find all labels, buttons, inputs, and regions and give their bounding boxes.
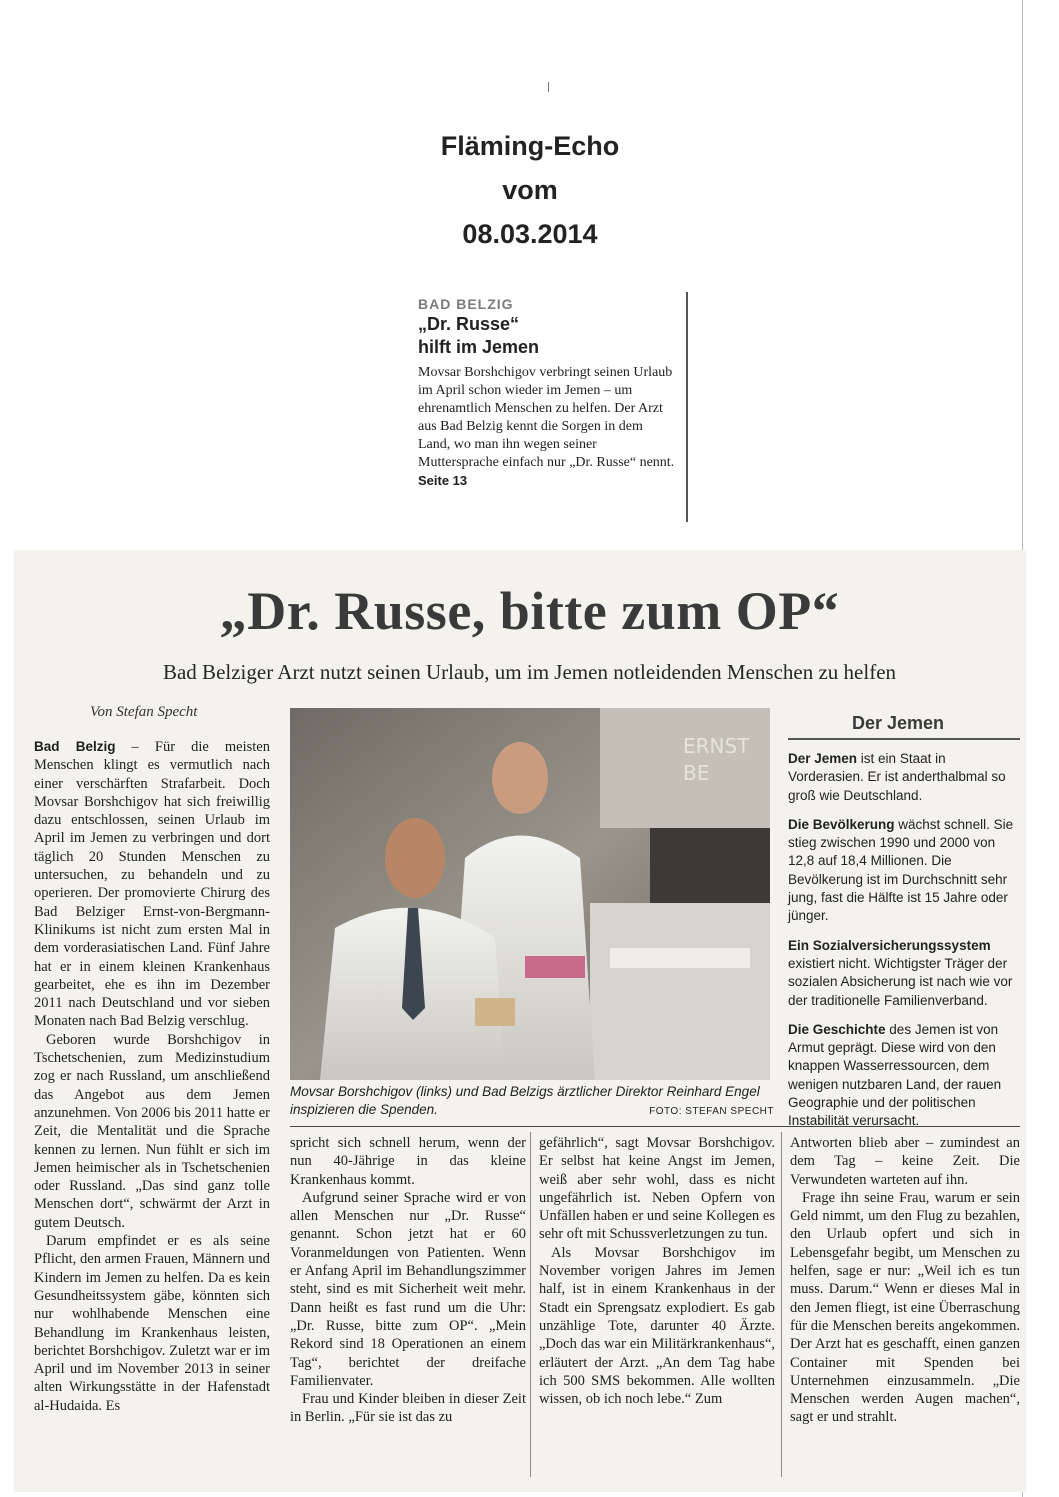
article-column-4 <box>790 1134 1020 1427</box>
teaser-title-1: „Dr. Russe“ <box>418 314 520 334</box>
col2-paragraph-3: Frau und Kinder bleiben in dieser Zeit in Berlin. „Für sie ist das zu <box>290 1391 526 1426</box>
sidebar-item-text: ist ein Staat in Vorderasien. Er ist anderthalbmal so groß wie Deutschland. <box>788 751 1006 803</box>
photo-wall-text-2: BE <box>683 761 710 785</box>
sidebar-box <box>788 708 1020 1129</box>
article-column-2 <box>290 1134 526 1427</box>
sidebar-item-lead: Ein Sozialversicherungssystem <box>788 937 991 953</box>
article-subheadline: Bad Belziger Arzt nutzt seinen Urlaub, um im Jemen notleidenden Menschen zu helfen <box>162 660 897 684</box>
sidebar-item-text: wächst schnell. Sie stieg zwischen 1990 und 2000 von 12,8 auf 18,4 Millionen. Die Bevölkerung ist im Durchschnitt sehr jung, fast die Hälfte ist 15 Jahre oder jünger. <box>788 816 1014 924</box>
teaser-title-2: hilft im Jemen <box>418 337 540 357</box>
col1-paragraph-1 <box>34 738 270 1031</box>
teaser-kicker: BAD BELZIG <box>418 296 514 312</box>
caption-text: Movsar Borshchigov (links) und Bad Belzigs ärztlicher Direktor Reinhard Engel inspizieren die Spenden. <box>290 1084 760 1117</box>
photo-credit: FOTO: STEFAN SPECHT <box>649 1106 774 1117</box>
photo-wall-text-1: ERNST <box>683 734 750 758</box>
col2-paragraph-1: spricht sich schnell herum, wenn der nun 40-Jährige in das kleine Krankenhaus kommt. <box>290 1135 526 1188</box>
column-divider <box>530 1132 531 1477</box>
header-newspaper: Fläming-Echo <box>440 131 620 161</box>
article-byline: Von Stefan Specht <box>90 704 198 720</box>
col1-paragraph-2: Geboren wurde Borshchigov in Tschetschenien, zum Medizinstudium zog er nach Russland, um anschließend das Angebot aus dem Jemen anzunehmen. Von 2006 bis 2011 hatte er Zeit, die Mentalität und die Sprache kennen zu lernen. Nun fühlt er sich im Jemen heimischer als in Tschetschenien oder Russland. „Das sind ganz tolle Menschen dort“, schwärmt der Arzt in gutem Deutsch. <box>34 1031 270 1231</box>
col4-paragraph-1: Antworten blieb aber – zumindest an dem Tag – keine Zeit. Die Verwundeten warteten auf ihn. <box>790 1135 1020 1188</box>
article-headline: „Dr. Russe, bitte zum OP“ <box>219 581 840 641</box>
sidebar-item <box>788 1021 1020 1131</box>
sidebar-item-text: des Jemen ist von Armut geprägt. Diese wird von den knappen Wasserressourcen, dem wenigen nutzbaren Land, der rauen Geographie und der politischen Instabilität verursacht. <box>788 1021 1002 1129</box>
article-column-3 <box>539 1134 775 1408</box>
article-photo <box>290 708 770 1080</box>
source-header <box>360 124 700 256</box>
sidebar-item-lead: Die Bevölkerung <box>788 816 895 832</box>
col2-paragraph-2: Aufgrund seiner Sprache wird er von allen Menschen nur „Dr. Russe“ genannt. Schon jetzt hat er 60 Voranmeldungen von Patienten. Wenn er Anfang April im Behandlungszimmer steht, sind es mit Sicherheit weit mehr. Dann heißt es fast rund um die Uhr: „Dr. Russe, bitte zum OP“. „Mein Rekord sind 18 Operationen an einem Tag“, berichtet der dreifache Familienvater. <box>290 1189 526 1389</box>
col4-paragraph-2: Frage ihn seine Frau, warum er sein Geld nimmt, um den Flug zu bezahlen, den Urlaub opfert und sich in Lebensgefahr begibt, um Menschen zu helfen, sage er nur: „Weil ich es tun muss. Darum.“ Wenn er dieses Mal in den Jemen fliegt, ist eine Überraschung für die Menschen bereits angekommen. Der Arzt hat es geschafft, einen ganzen Container mit Spenden bei Unternehmen einzusammeln. „Die Menschen werden Augen machen“, sagt er und strahlt. <box>790 1189 1020 1426</box>
teaser-text <box>418 364 676 491</box>
photo-caption <box>290 1083 774 1121</box>
header-vom: vom <box>502 175 558 205</box>
sidebar-item-lead: Der Jemen <box>788 751 858 766</box>
sidebar-title: Der Jemen <box>788 708 1020 740</box>
sidebar-item-text: existiert nicht. Wichtigster Träger der sozialen Absicherung ist nach wie vor der traditionelle Familienverband. <box>788 955 1013 1008</box>
col1-paragraph-3: Darum empfindet er es als seine Pflicht, den armen Frauen, Männern und Kindern im Jemen zu helfen. Da es kein Gesundheitssystem gäbe, könnten sich nur wohlhabende Menschen eine Behandlung im Krankenhaus leisten, berichtet Borshchigov. Zuletzt war er im April und im November 2013 in seiner alten Wirkungsstätte in der Hafenstadt al-Hudaida. Es <box>34 1233 270 1414</box>
sidebar-item <box>788 750 1020 805</box>
sidebar-item-lead: Die Geschichte <box>788 1021 886 1037</box>
dateline-location: Bad Belzig <box>34 739 116 754</box>
sidebar-item <box>788 816 1020 926</box>
sidebar-item <box>788 937 1020 1010</box>
scan-page-edge <box>1022 0 1059 1497</box>
teaser-page-ref: Seite 13 <box>418 473 468 488</box>
col1-p1-text: – Für die meisten Menschen klingt es vermutlich nach einer verschärften Strafarbeit. Doch Movsar Borshchigov hat sich freiwillig dazu entschlossen, seinen Urlaub im April im Jemen zu verbringen und dort täglich 20 Stunden Menschen zu untersuchen, zu behandeln und zu operieren. Der promovierte Chirurg des Bad Belziger Ernst-von-Bergmann-Klinikums ist nicht zum ersten Mal in dem vorderasiatischen Land. Fünf Jahre hat er in einem kleinen Krankenhaus gearbeitet, ehe es ihn im Dezember 2011 nach Deutschland und vor sieben Monaten nach Bad Belzig verschlug. <box>34 739 270 1030</box>
scan-mark <box>548 82 549 92</box>
col3-paragraph-2: Als Movsar Borshchigov im November vorigen Jahres im Jemen half, ist in einem Krankenhaus in der Stadt ein Sprengsatz explodiert. Es gab unzählige Tote, darunter 40 Ärzte. „Doch das war ein Militärkrankenhaus“, erläutert der Arzt. „An dem Tag habe ich 500 SMS bekommen. Alle wollten wissen, ob ich noch lebe.“ Zum <box>539 1244 775 1408</box>
col3-paragraph-1: gefährlich“, sagt Movsar Borshchigov. Er selbst hat keine Angst im Jemen, weiß aber sehr wohl, dass es nicht ungefährlich ist. Neben Opfern von Unfällen haben er und seine Kollegen es sehr oft mit Schussverletzungen zu tun. <box>539 1135 775 1243</box>
column-divider <box>781 1132 782 1477</box>
teaser-body: Movsar Borshchigov verbringt seinen Urlaub im April schon wieder im Jemen – um ehrenamtlich Menschen zu helfen. Der Arzt aus Bad Belzig kennt die Sorgen in dem Land, wo man ihn wegen seiner Muttersprache einfach nur „Dr. Russe“ nennt. <box>418 365 675 470</box>
article-column-1 <box>34 738 270 1415</box>
teaser-box <box>418 292 688 522</box>
sidebar-body <box>788 750 1020 1131</box>
header-date: 08.03.2014 <box>462 219 598 249</box>
